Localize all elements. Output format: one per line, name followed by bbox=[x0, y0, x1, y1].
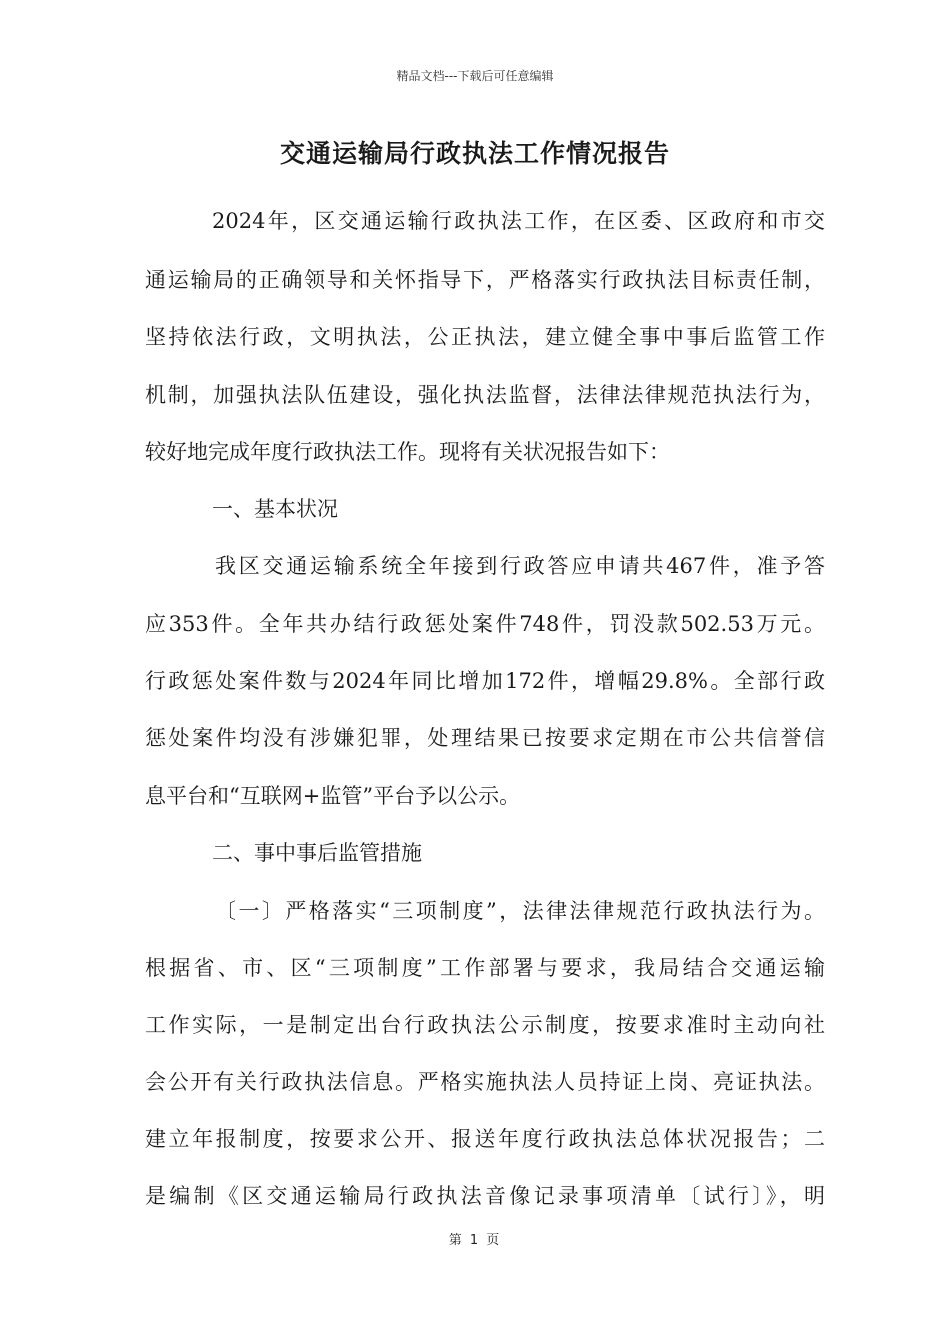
paragraph-line: 工作实际，一是制定出台行政执法公示制度，按要求准时主动向社 bbox=[145, 1013, 825, 1037]
paragraph-line: 2024年，区交通运输行政执法工作，在区委、区政府和市交 bbox=[212, 209, 825, 233]
header-note: 精品文档---下载后可任意编辑 bbox=[396, 69, 554, 83]
document-title: 交通运输局行政执法工作情况报告 bbox=[279, 139, 670, 168]
section-heading: 一、基本状况 bbox=[212, 497, 338, 521]
section-heading: 二、事中事后监管措施 bbox=[212, 841, 422, 865]
paragraph-line: 息平台和“互联网+监管”平台予以公示。 bbox=[145, 784, 521, 808]
paragraph-line: 我区交通运输系统全年接到行政答应申请共467件，准予答 bbox=[215, 554, 825, 578]
paragraph-line: 惩处案件均没有涉嫌犯罪，处理结果已按要求定期在市公共信誉信 bbox=[145, 726, 825, 750]
paragraph-line: 行政惩处案件数与2024年同比增加172件，增幅29.8%。全部行政 bbox=[145, 669, 825, 693]
paragraph-line: 建立年报制度，按要求公开、报送年度行政执法总体状况报告；二 bbox=[145, 1127, 825, 1151]
paragraph-line: 通运输局的正确领导和关怀指导下，严格落实行政执法目标责任制， bbox=[145, 268, 825, 292]
paragraph-line: 坚持依法行政，文明执法，公正执法，建立健全事中事后监管工作 bbox=[145, 325, 825, 349]
paragraph-line: 是编制《区交通运输局行政执法音像记录事项清单〔试行〕》，明 bbox=[145, 1184, 825, 1208]
paragraph-line: 应353件。全年共办结行政惩处案件748件，罚没款502.53万元。 bbox=[145, 612, 825, 636]
paragraph-line: 较好地完成年度行政执法工作。现将有关状况报告如下： bbox=[145, 440, 670, 464]
paragraph-line: 〔一〕严格落实“三项制度”，法律法律规范行政执法行为。 bbox=[215, 899, 825, 923]
paragraph-line: 根据省、市、区“三项制度”工作部署与要求，我局结合交通运输 bbox=[145, 956, 825, 980]
page-number: 第 1 页 bbox=[448, 1233, 502, 1248]
paragraph-line: 会公开有关行政执法信息。严格实施执法人员持证上岗、亮证执法。 bbox=[145, 1070, 825, 1094]
paragraph-line: 机制，加强执法队伍建设，强化执法监督，法律法律规范执法行为， bbox=[145, 383, 825, 407]
